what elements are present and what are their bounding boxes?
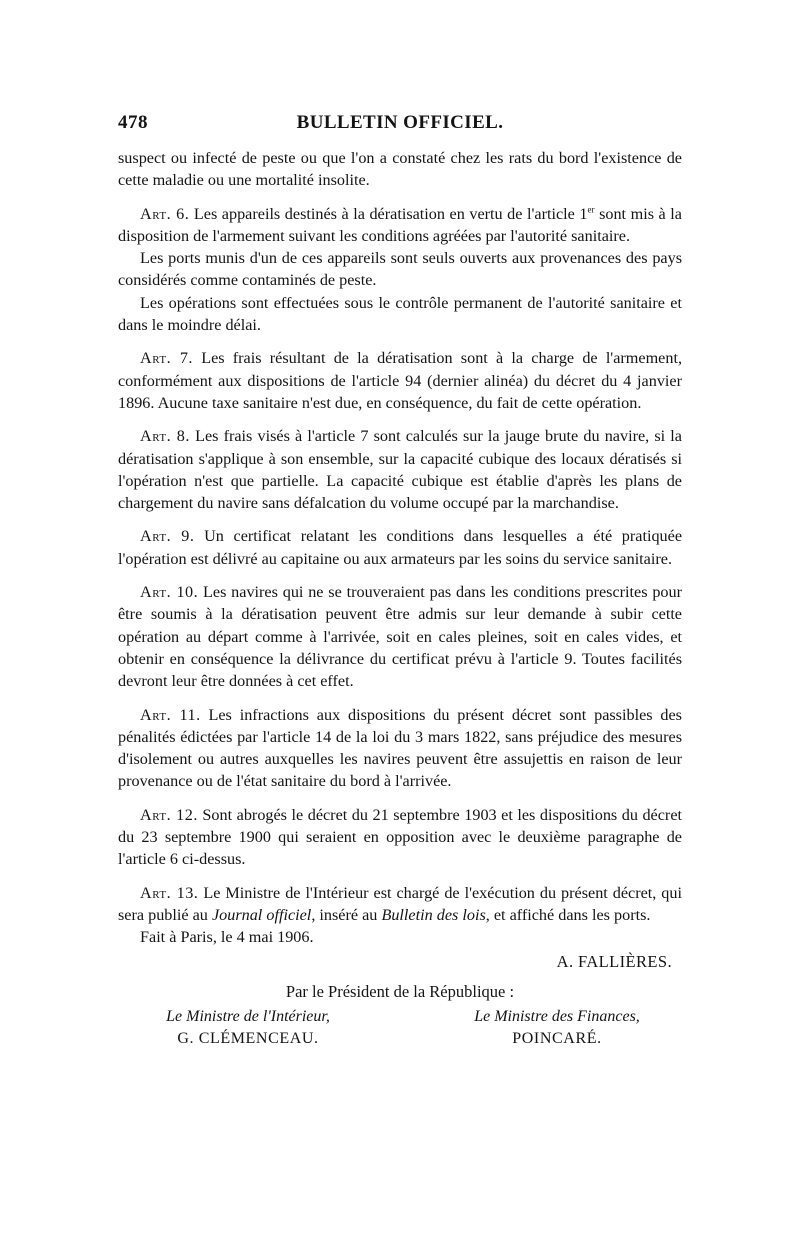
continuation-paragraph — [118, 147, 682, 192]
article-12-label: Art. 12. — [140, 805, 198, 824]
article-9 — [118, 525, 682, 570]
article-12-text: Sont abrogés le décret du 21 septembre 1903 et les dispositions du décret du 23 septembre 1900 qui seraient en opposition avec le deuxième paragraphe de l'article 6 ci-dessus. — [118, 805, 683, 869]
minister-interieur — [118, 1006, 378, 1050]
article-6-paragraph-2 — [118, 247, 682, 292]
document-page — [118, 112, 682, 1056]
article-10-text: Les navires qui ne se trouveraient pas dans les conditions prescrites pour être soumis à la dératisation peuvent être admis sur leur demande à subir cette opération au départ comme à l'arrivée, soit en cales pleines, soit en cales vides, et obtenir en conséquence la délivrance du certificat prévu à l'article 9. Toutes facilités devront leur être données à cet effet. — [118, 583, 683, 691]
journal-officiel-reference: Journal officiel — [211, 905, 312, 924]
article-6-paragraph-3 — [118, 292, 682, 337]
president-name: A. FALLIÈRES. — [556, 951, 672, 971]
article-6-text-a: Les appareils destinés à la dératisation en vertu de l'article 1 — [189, 204, 588, 223]
article-13-text-b: , inséré au — [311, 905, 382, 924]
minister-finances — [432, 1006, 682, 1050]
article-13-label: Art. 13. — [140, 883, 199, 902]
article-8 — [118, 425, 682, 514]
continuation-text: suspect ou infecté de peste ou que l'on a constaté chez les rats du bord l'existence de cette maladie ou une mortalité insolite. — [118, 149, 682, 190]
running-title: BULLETIN OFFICIEL. — [296, 112, 504, 133]
article-6-p2-text: Les ports munis d'un de ces appareils sont seuls ouverts aux provenances des pays considérés comme contaminés de peste. — [118, 249, 682, 290]
place-date — [118, 926, 682, 948]
minister-interieur-name: G. CLÉMENCEAU. — [177, 1029, 319, 1047]
article-7 — [118, 347, 682, 414]
place-date-text: Fait à Paris, le 4 mai 1906. — [140, 928, 314, 947]
article-9-label: Art. 9. — [140, 527, 195, 546]
minister-signatures — [118, 1006, 682, 1056]
page-number: 478 — [118, 112, 148, 133]
article-10 — [118, 581, 682, 692]
article-6-superscript: er — [587, 204, 595, 215]
article-9-text: Un certificat relatant les conditions dans lesquelles a été pratiquée l'opération est délivré au capitaine ou aux armateurs par les soins du service sanitaire. — [118, 527, 683, 568]
article-10-label: Art. 10. — [140, 583, 199, 602]
article-11 — [118, 704, 682, 793]
article-11-text: Les infractions aux dispositions du présent décret sont passibles des pénalités édictées par l'article 14 de la loi du 3 mars 1822, sans préjudice des mesures d'isolement ou autres auxquelles les navires peuvent être assujettis en raison de leur provenance ou de l'état sanitaire du bord à l'arrivée. — [118, 705, 682, 791]
countersign-line: Par le Président de la République : — [285, 981, 515, 1001]
article-6-p3-text: Les opérations sont effectuées sous le contrôle permanent de l'autorité sanitaire et dans le moindre délai. — [118, 293, 682, 335]
article-13-text-c: , et affiché dans les ports. — [485, 905, 651, 924]
minister-finances-title: Le Ministre des Finances, — [474, 1007, 640, 1025]
body-text — [118, 147, 682, 949]
article-7-label: Art. 7. — [140, 349, 193, 368]
bulletin-des-lois-reference: Bulletin des lois — [381, 905, 486, 924]
article-6 — [118, 203, 682, 248]
minister-interieur-title: Le Ministre de l'Intérieur, — [166, 1007, 330, 1025]
president-signature — [118, 952, 682, 972]
article-6-label: Art. 6. — [140, 204, 190, 223]
article-8-label: Art. 8. — [140, 427, 190, 446]
article-7-text: Les frais résultant de la dératisation sont à la charge de l'armement, conformément aux dispositions de l'article 94 (dernier alinéa) du décret du 4 janvier 1896. Aucune taxe sanitaire n'est due, en conséquence, du fait de cette opération. — [118, 349, 682, 412]
article-13-text-a: Le Ministre de l'Intérieur est chargé de l'exécution du présent décret, qui sera publié au — [118, 883, 682, 924]
article-6-text-b: sont mis à la disposition de l'armement suivant les conditions agréées par l'autorité sanitaire. — [118, 204, 682, 245]
article-12 — [118, 804, 682, 871]
article-11-label: Art. 11. — [140, 705, 201, 724]
article-13 — [118, 882, 682, 927]
minister-finances-name: POINCARÉ. — [512, 1029, 602, 1047]
page-header — [118, 112, 682, 142]
article-8-text: Les frais visés à l'article 7 sont calculés sur la jauge brute du navire, si la dératisation s'applique à son ensemble, sur la capacité cubique des locaux dératisés si l'opération n'est que partielle. La capacité cubique est établie d'après les plans de chargement du navire sans défalcation du volume occupé par la marchandise. — [118, 427, 682, 513]
